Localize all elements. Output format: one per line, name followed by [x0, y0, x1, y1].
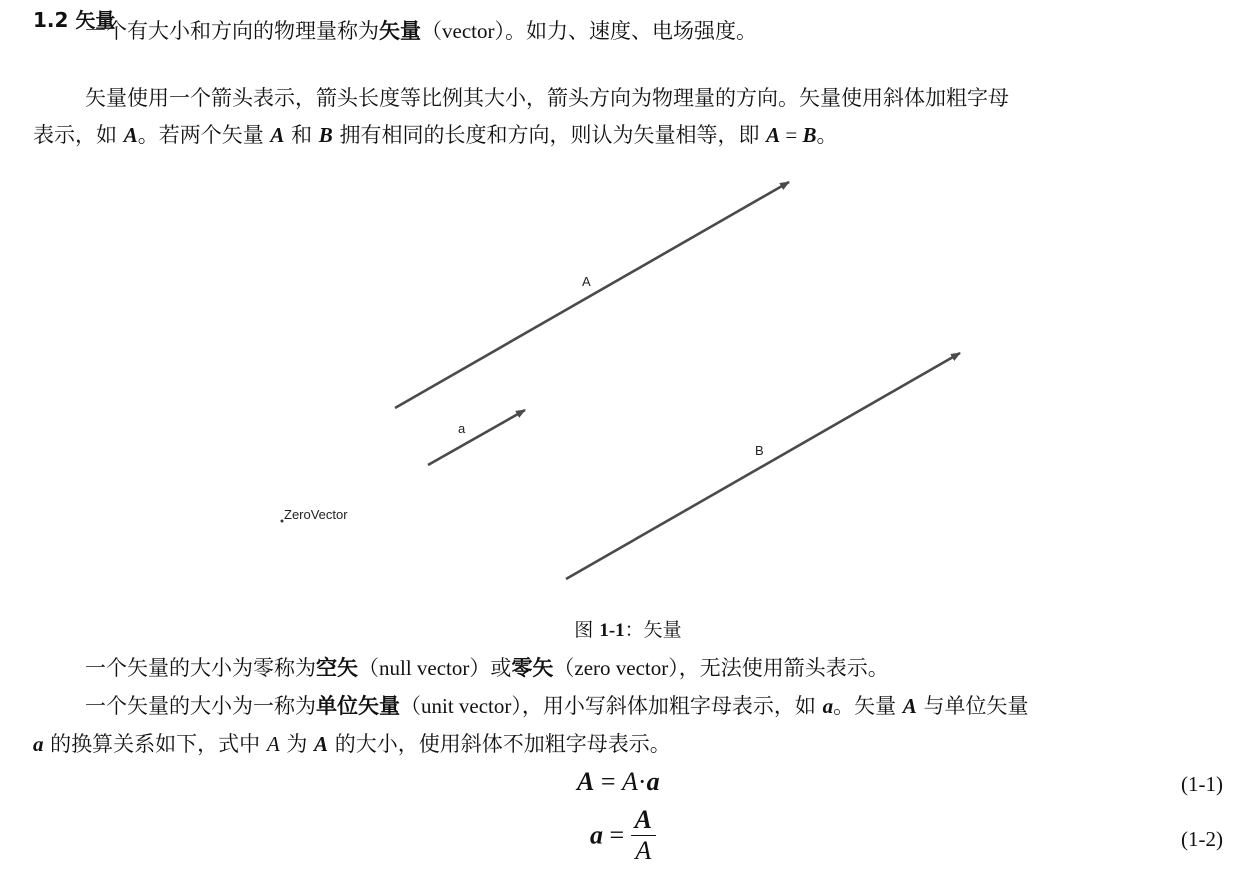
para4-text-5: 与单位矢量: [916, 694, 1029, 718]
para4-text-1: 一个矢量的大小为一称为: [85, 694, 316, 718]
para3-text-1: 一个矢量的大小为零称为: [85, 656, 316, 680]
para3-text-5: ），无法使用箭头表示。: [668, 656, 889, 680]
paragraph-arrow-line1: 矢量使用一个箭头表示，箭头长度等比例其大小，箭头方向为物理量的方向。矢量使用斜体加粗字母: [85, 86, 1009, 110]
para1-text-3: ）。如力、速度、电场强度。: [494, 19, 757, 43]
eq1-dot: ·: [637, 767, 647, 796]
vector-A-label: A: [582, 274, 591, 289]
figure-caption: [0, 616, 1256, 645]
para1-text-2: （: [421, 19, 442, 43]
para4-text-4: 。矢量: [833, 694, 903, 718]
magnitude-A-symbol: A: [266, 732, 280, 756]
vector-B-label: B: [755, 443, 764, 458]
vector-A-symbol: A: [270, 123, 285, 147]
eq2-numerator: A: [631, 805, 656, 836]
eq1-relation: =: [594, 767, 623, 796]
paragraph-null-vector: [85, 653, 889, 683]
term-zero-vector: 零矢: [511, 655, 554, 680]
eq1-unit-vector: a: [646, 767, 660, 796]
vector-B-arrow: [566, 353, 960, 579]
para3-text-4: （: [553, 656, 575, 680]
vector-A-symbol: A: [766, 123, 781, 147]
para1-text-1: 一个有大小和方向的物理量称为: [85, 19, 379, 43]
vector-A-symbol: A: [902, 694, 917, 718]
equation-number-1-2: (1-2): [1181, 827, 1223, 851]
vector-A-symbol: A: [314, 732, 329, 756]
paragraph-unit-vector-line1: [85, 691, 1028, 721]
eq2-fraction: [631, 805, 656, 866]
unit-vector-a-arrow: [428, 410, 525, 465]
unit-vector-a-symbol: a: [822, 694, 834, 718]
para4-line2-text-2: 为: [279, 732, 315, 756]
equation-1-1: [577, 765, 660, 799]
term-unit-vector-english: unit vector: [421, 694, 512, 718]
term-null-vector: 空矢: [316, 655, 358, 680]
caption-text: ：矢量: [624, 619, 682, 641]
eq2-denominator: A: [635, 836, 652, 865]
eq2-lhs: a: [590, 820, 603, 850]
para2-text-4: 拥有相同的长度和方向，则认为矢量相等，即: [332, 123, 767, 147]
para4-text-2: （: [400, 694, 421, 718]
eq2-relation: =: [603, 820, 631, 850]
caption-prefix: 图: [574, 619, 600, 641]
eq1-magnitude: A: [622, 767, 638, 796]
para2-text-2: 。若两个矢量: [137, 123, 271, 147]
para2-text-5: 。: [816, 123, 838, 147]
equation-1-2: [590, 805, 656, 866]
section-heading: 1.2 矢量: [33, 8, 116, 32]
eq1-lhs: A: [577, 767, 595, 796]
zero-vector-label: ZeroVector: [284, 507, 348, 522]
para2-text-3: 和: [284, 123, 319, 147]
vector-A-arrow: [395, 182, 789, 408]
caption-number: 1-1: [599, 620, 625, 641]
unit-vector-a-label: a: [458, 421, 466, 436]
vector-A-symbol: A: [123, 123, 138, 147]
equals-sign: =: [780, 123, 803, 147]
vector-B-symbol: B: [802, 123, 817, 147]
para2-text-1: 表示，如: [33, 123, 124, 147]
term-vector: 矢量: [379, 18, 421, 43]
para4-line2-text-1: 的换算关系如下，式中: [43, 732, 267, 756]
equation-number-1-1: (1-1): [1181, 772, 1223, 796]
para4-line2-text-3: 的大小，使用斜体不加粗字母表示。: [328, 732, 671, 756]
paragraph-unit-vector-line2: [33, 729, 671, 759]
term-zero-vector-english: zero vector: [574, 656, 669, 680]
para4-text-3: ），用小写斜体加粗字母表示，如: [511, 694, 823, 718]
term-null-vector-english: null vector: [379, 656, 470, 680]
term-vector-english: vector: [442, 19, 495, 43]
vector-B-symbol: B: [318, 123, 333, 147]
term-unit-vector: 单位矢量: [316, 693, 400, 718]
para3-text-3: ）或: [469, 656, 512, 680]
para3-text-2: （: [358, 656, 379, 680]
unit-vector-a-symbol: a: [33, 732, 44, 756]
